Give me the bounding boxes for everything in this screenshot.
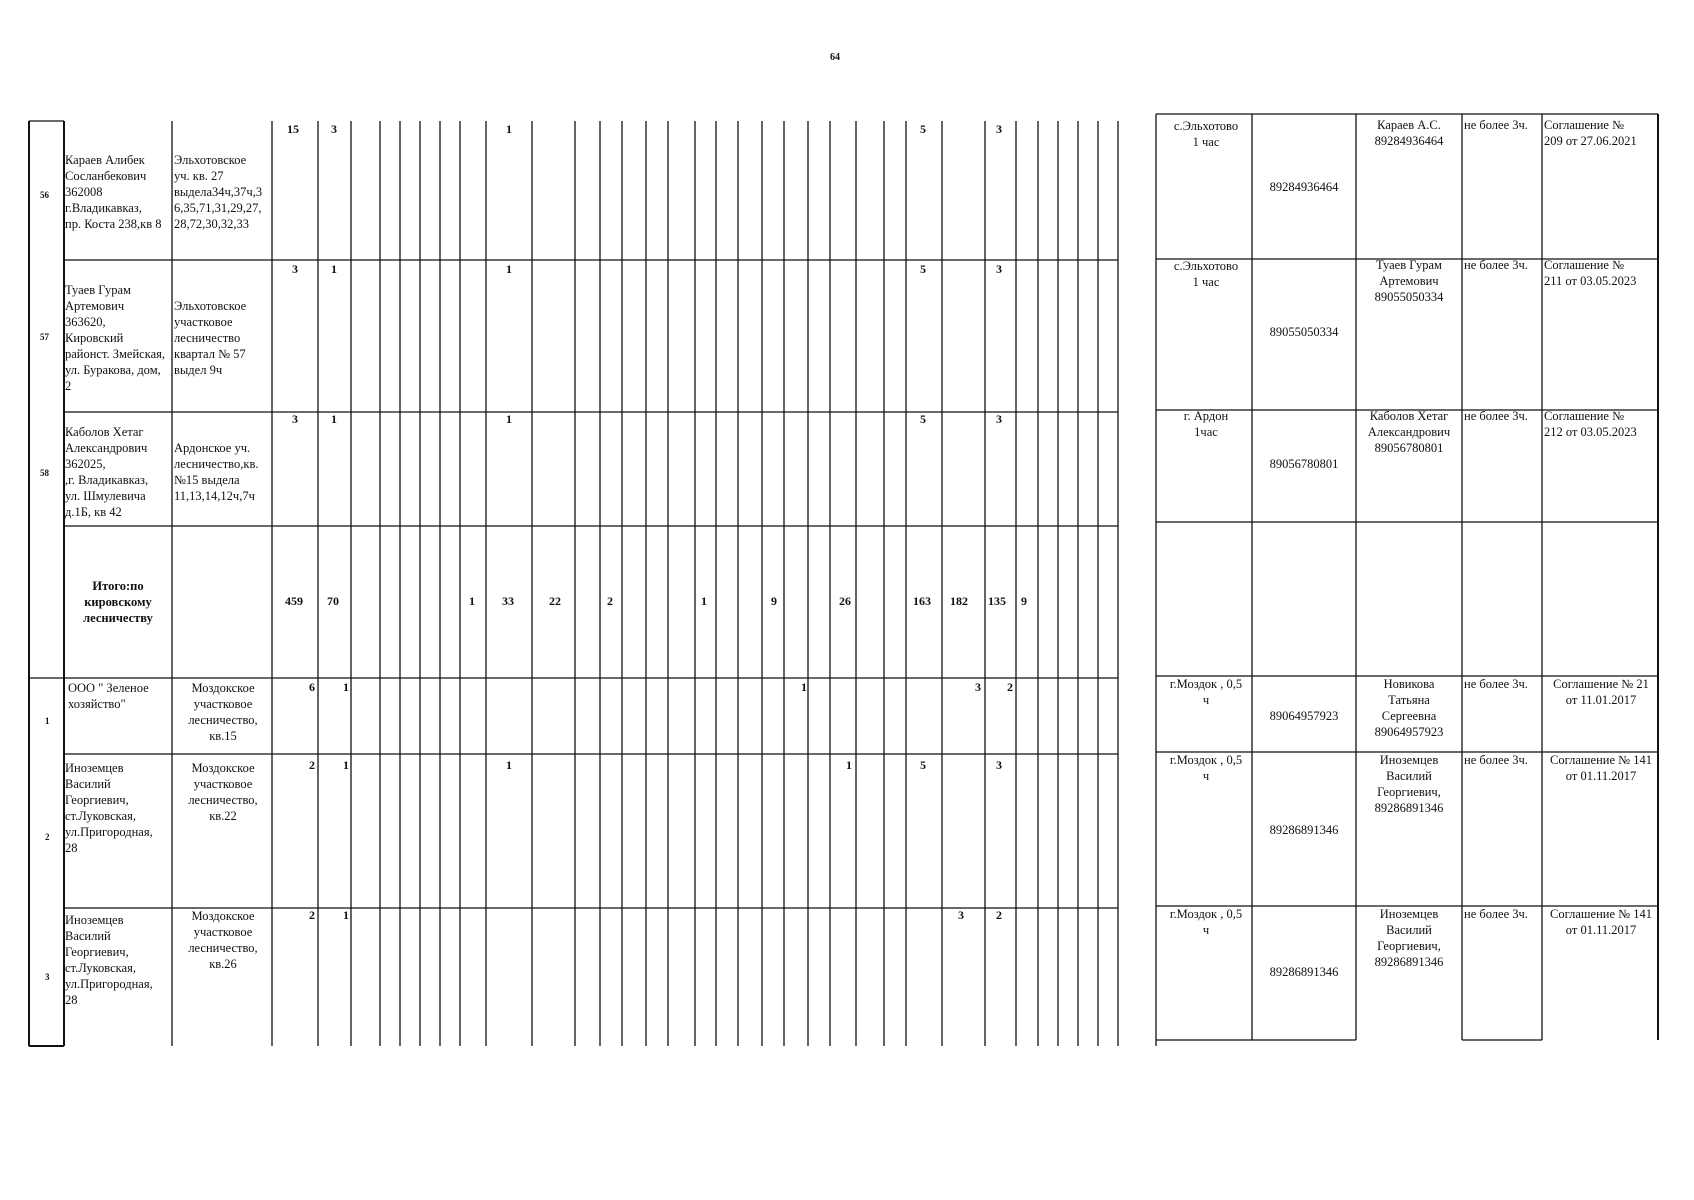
value-cell: 1 bbox=[846, 758, 852, 772]
total-value: 33 bbox=[502, 594, 514, 608]
place-cell: г. Ардон 1час bbox=[1183, 409, 1229, 439]
value-cell: 1 bbox=[331, 262, 337, 276]
value-cell: 15 bbox=[287, 122, 299, 136]
agreement-cell: Соглашение № 141 от 01.11.2017 bbox=[1550, 907, 1652, 937]
phone-cell: 89064957923 bbox=[1269, 709, 1339, 723]
phone-cell: 89284936464 bbox=[1269, 180, 1339, 194]
owner-cell: Туаев Гурам Артемович 363620, Кировский районст. Змейская, ул. Буракова, дом, 2 bbox=[65, 283, 166, 393]
location-cell: Эльхотовское уч. кв. 27 выдела34ч,37ч,3 6,35,71,31,29,27, 28,72,30,32,33 bbox=[174, 153, 263, 231]
total-value: 9 bbox=[1021, 594, 1027, 608]
value-cell: 1 bbox=[343, 908, 349, 922]
value-cell: 5 bbox=[920, 122, 926, 136]
total-value: 182 bbox=[950, 594, 968, 608]
total-value: 2 bbox=[607, 594, 613, 608]
agreement-cell: Соглашение № 141 от 01.11.2017 bbox=[1550, 753, 1652, 783]
agreement-cell: Соглашение № 21 от 11.01.2017 bbox=[1553, 677, 1649, 707]
value-cell: 3 bbox=[958, 908, 964, 922]
value-cell: 3 bbox=[292, 412, 298, 426]
term-cell: не более 3ч. bbox=[1464, 907, 1528, 921]
phone-cell: 89286891346 bbox=[1269, 823, 1339, 837]
value-cell: 1 bbox=[506, 122, 512, 136]
value-cell: 1 bbox=[343, 758, 349, 772]
term-cell: не более 3ч. bbox=[1464, 409, 1528, 423]
total-value: 9 bbox=[771, 594, 777, 608]
value-cell: 5 bbox=[920, 758, 926, 772]
place-cell: с.Эльхотово 1 час bbox=[1173, 119, 1239, 149]
row-number: 58 bbox=[40, 468, 49, 478]
location-cell: Ардонское уч. лесничество,кв. №15 выдела 11,13,14,12ч,7ч bbox=[174, 441, 259, 503]
owner-cell: Иноземцев Василий Георгиевич, ст.Луковская, ул.Пригородная, 28 bbox=[65, 913, 153, 1007]
term-cell: не более 3ч. bbox=[1464, 677, 1528, 691]
value-cell: 3 bbox=[292, 262, 298, 276]
owner-cell: Каболов Хетаг Александрович 362025, ,г. Владикавказ, ул. Шмулевича д.1Б, кв 42 bbox=[65, 425, 149, 519]
value-cell: 5 bbox=[920, 412, 926, 426]
value-cell: 5 bbox=[920, 262, 926, 276]
value-cell: 3 bbox=[996, 262, 1002, 276]
row-number: 3 bbox=[45, 972, 50, 982]
contact-cell: Караев А.С. 89284936464 bbox=[1374, 118, 1444, 148]
total-value: 135 bbox=[988, 594, 1006, 608]
term-cell: не более 3ч. bbox=[1464, 118, 1528, 132]
phone-cell: 89286891346 bbox=[1269, 965, 1339, 979]
row-number: 1 bbox=[45, 716, 50, 726]
value-cell: 2 bbox=[309, 908, 315, 922]
value-cell: 3 bbox=[996, 758, 1002, 772]
value-cell: 3 bbox=[996, 412, 1002, 426]
total-value: 26 bbox=[839, 594, 851, 608]
place-cell: с.Эльхотово 1 час bbox=[1173, 259, 1239, 289]
value-cell: 3 bbox=[996, 122, 1002, 136]
place-cell: г.Моздок , 0,5 ч bbox=[1169, 753, 1243, 783]
phone-cell: 89056780801 bbox=[1269, 457, 1339, 471]
contact-cell: Иноземцев Василий Георгиевич, 89286891346 bbox=[1374, 907, 1444, 969]
value-cell: 3 bbox=[331, 122, 337, 136]
location-cell: Моздокское участковое лесничество, кв.26 bbox=[188, 909, 258, 971]
value-cell: 3 bbox=[975, 680, 981, 694]
place-cell: г.Моздок , 0,5 ч bbox=[1169, 907, 1243, 937]
total-value: 1 bbox=[469, 594, 475, 608]
owner-cell: ООО " Зеленое хозяйство" bbox=[68, 681, 149, 711]
row-number: 56 bbox=[40, 190, 49, 200]
location-cell: Моздокское участковое лесничество, кв.15 bbox=[188, 681, 258, 743]
page-number: 64 bbox=[830, 52, 840, 63]
value-cell: 6 bbox=[309, 680, 315, 694]
value-cell: 1 bbox=[506, 758, 512, 772]
row-number: 2 bbox=[45, 832, 50, 842]
value-cell: 1 bbox=[331, 412, 337, 426]
value-cell: 1 bbox=[343, 680, 349, 694]
value-cell: 2 bbox=[996, 908, 1002, 922]
contact-cell: Иноземцев Василий Георгиевич, 89286891346 bbox=[1374, 753, 1444, 815]
value-cell: 1 bbox=[506, 262, 512, 276]
value-cell: 2 bbox=[1007, 680, 1013, 694]
term-cell: не более 3ч. bbox=[1464, 753, 1528, 767]
location-cell: Моздокское участковое лесничество, кв.22 bbox=[188, 761, 258, 823]
value-cell: 2 bbox=[309, 758, 315, 772]
total-value: 22 bbox=[549, 594, 561, 608]
value-cell: 1 bbox=[801, 680, 807, 694]
total-value: 1 bbox=[701, 594, 707, 608]
value-cell: 1 bbox=[506, 412, 512, 426]
contact-cell: Каболов Хетаг Александрович 89056780801 bbox=[1367, 409, 1451, 455]
total-value: 163 bbox=[913, 594, 931, 608]
place-cell: г.Моздок , 0,5 ч bbox=[1169, 677, 1243, 707]
agreement-cell: Соглашение № 211 от 03.05.2023 bbox=[1544, 258, 1637, 288]
phone-cell: 89055050334 bbox=[1269, 325, 1339, 339]
total-value: 459 bbox=[285, 594, 303, 608]
contact-cell: Туаев Гурам Артемович 89055050334 bbox=[1374, 258, 1444, 304]
owner-cell: Караев Алибек Сосланбекович 362008 г.Владикавказ, пр. Коста 238,кв 8 bbox=[65, 153, 162, 231]
contact-cell: Новикова Татьяна Сергеевна 89064957923 bbox=[1374, 677, 1444, 739]
agreement-cell: Соглашение № 212 от 03.05.2023 bbox=[1544, 409, 1637, 439]
location-cell: Эльхотовское участковое лесничество квартал № 57 выдел 9ч bbox=[174, 299, 247, 377]
owner-cell: Иноземцев Василий Георгиевич, ст.Луковская, ул.Пригородная, 28 bbox=[65, 761, 153, 855]
total-label: Итого:по кировскому лесничеству bbox=[83, 579, 153, 625]
term-cell: не более 3ч. bbox=[1464, 258, 1528, 272]
row-number: 57 bbox=[40, 332, 49, 342]
agreement-cell: Соглашение № 209 от 27.06.2021 bbox=[1544, 118, 1637, 148]
total-value: 70 bbox=[327, 594, 339, 608]
